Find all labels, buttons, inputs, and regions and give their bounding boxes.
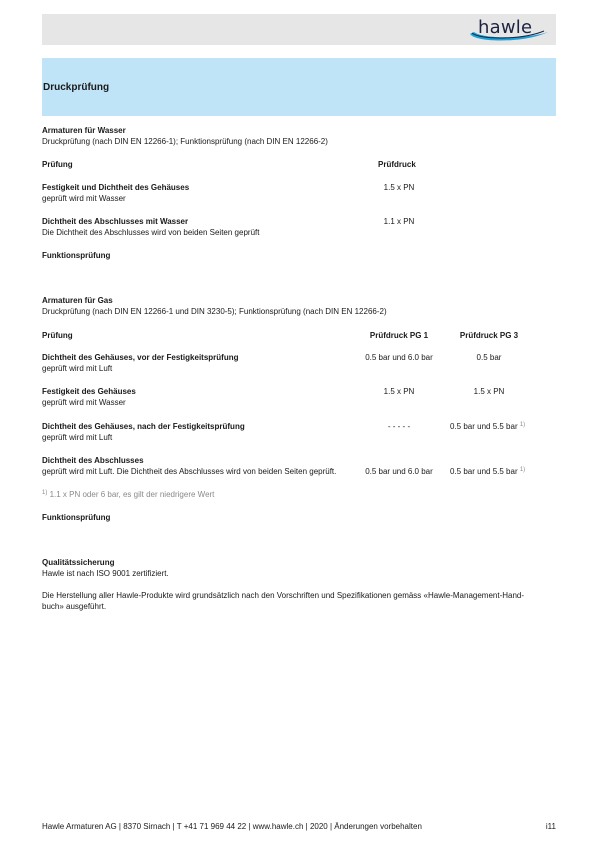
gas-row-2-title: Festigkeit des Gehäuses bbox=[42, 387, 136, 396]
quality-para-line2: buch» ausgeführt. bbox=[42, 602, 107, 611]
footnote-ref: 1) bbox=[519, 467, 526, 473]
gas-row-4-pg1: 0.5 bar und 6.0 bar bbox=[365, 467, 433, 476]
wasser-row-1-title: Festigkeit und Dichtheit des Gehäuses bbox=[42, 183, 190, 192]
gas-row-3-pg3: 0.5 bar und 5.5 bar $^{1)}$ bbox=[450, 422, 526, 431]
gas-col-pruefung: Prüfung bbox=[42, 331, 73, 340]
gas-row-2-pg1: 1.5 x PN bbox=[383, 387, 415, 396]
footnote-marker: 1) bbox=[42, 490, 48, 496]
gas-col-pg3: Prüfdruck PG 3 bbox=[459, 331, 519, 340]
gas-funktionspruefung: Funktionsprüfung bbox=[42, 513, 111, 522]
gas-row-1-note: geprüft wird mit Luft bbox=[42, 364, 113, 373]
gas-footnote: $^{1)}$ 1.1 x PN oder 6 bar, es gilt der niedrigere Wert bbox=[42, 490, 215, 499]
footnote-ref: 1) bbox=[519, 422, 526, 428]
wasser-row-1-value: 1.5 x PN bbox=[383, 183, 415, 192]
title-band bbox=[42, 58, 556, 116]
header-bar bbox=[42, 14, 556, 45]
wasser-funktionspruefung: Funktionsprüfung bbox=[42, 251, 111, 260]
wasser-row-1-note: geprüft wird mit Wasser bbox=[42, 194, 126, 203]
gas-col-pg1: Prüfdruck PG 1 bbox=[369, 331, 429, 340]
gas-row-2-pg3: 1.5 x PN bbox=[473, 387, 505, 396]
gas-row-3-note: geprüft wird mit Luft bbox=[42, 433, 113, 442]
wasser-col-pruefdruck: Prüfdruck bbox=[378, 160, 416, 169]
gas-row-4-title: Dichtheit des Abschlusses bbox=[42, 456, 144, 465]
gas-row-1-title: Dichtheit des Gehäuses, vor der Festigkeitsprüfung bbox=[42, 353, 239, 362]
hawle-logo bbox=[466, 16, 550, 43]
wasser-row-2-value: 1.1 x PN bbox=[383, 217, 415, 226]
page-number: i11 bbox=[545, 822, 556, 831]
gas-row-2-note: geprüft wird mit Wasser bbox=[42, 398, 126, 407]
gas-row-4-pg3: 0.5 bar und 5.5 bar $^{1)}$ bbox=[450, 467, 526, 476]
wasser-row-2-note: Die Dichtheit des Abschlusses wird von beiden Seiten geprüft bbox=[42, 228, 260, 237]
wasser-row-2-title: Dichtheit des Abschlusses mit Wasser bbox=[42, 217, 189, 226]
quality-heading: Qualitätssicherung bbox=[42, 558, 115, 567]
gas-heading: Armaturen für Gas bbox=[42, 296, 113, 305]
page-title: Druckprüfung bbox=[43, 82, 110, 93]
quality-line1: Hawle ist nach ISO 9001 zertifiziert. bbox=[42, 569, 169, 578]
gas-row-3-pg1: - - - - - bbox=[387, 422, 411, 431]
wasser-heading: Armaturen für Wasser bbox=[42, 126, 126, 135]
quality-para-line1: Die Herstellung aller Hawle-Produkte wird grundsätzlich nach den Vorschriften und Spezifikationen gemäss «Hawle-Management-Hand- bbox=[42, 591, 525, 600]
wasser-subheading: Druckprüfung (nach DIN EN 12266-1); Funktionsprüfung (nach DIN EN 12266-2) bbox=[42, 137, 328, 146]
gas-row-4-note: geprüft wird mit Luft. Die Dichtheit des Abschlusses wird von beiden Seiten geprüft. bbox=[42, 467, 337, 476]
gas-row-3-title: Dichtheit des Gehäuses, nach der Festigkeitsprüfung bbox=[42, 422, 245, 431]
logo-text: hawle bbox=[478, 17, 533, 38]
wasser-col-pruefung: Prüfung bbox=[42, 160, 73, 169]
gas-row-1-pg3: 0.5 bar bbox=[476, 353, 502, 362]
gas-row-1-pg1: 0.5 bar und 6.0 bar bbox=[365, 353, 433, 362]
gas-subheading: Druckprüfung (nach DIN EN 12266-1 und DIN 3230-5); Funktionsprüfung (nach DIN EN 12266-2) bbox=[42, 307, 387, 316]
footer-text: Hawle Armaturen AG | 8370 Sirnach | T +41 71 969 44 22 | www.hawle.ch | 2020 | Änderungen vorbehalten bbox=[42, 822, 422, 831]
